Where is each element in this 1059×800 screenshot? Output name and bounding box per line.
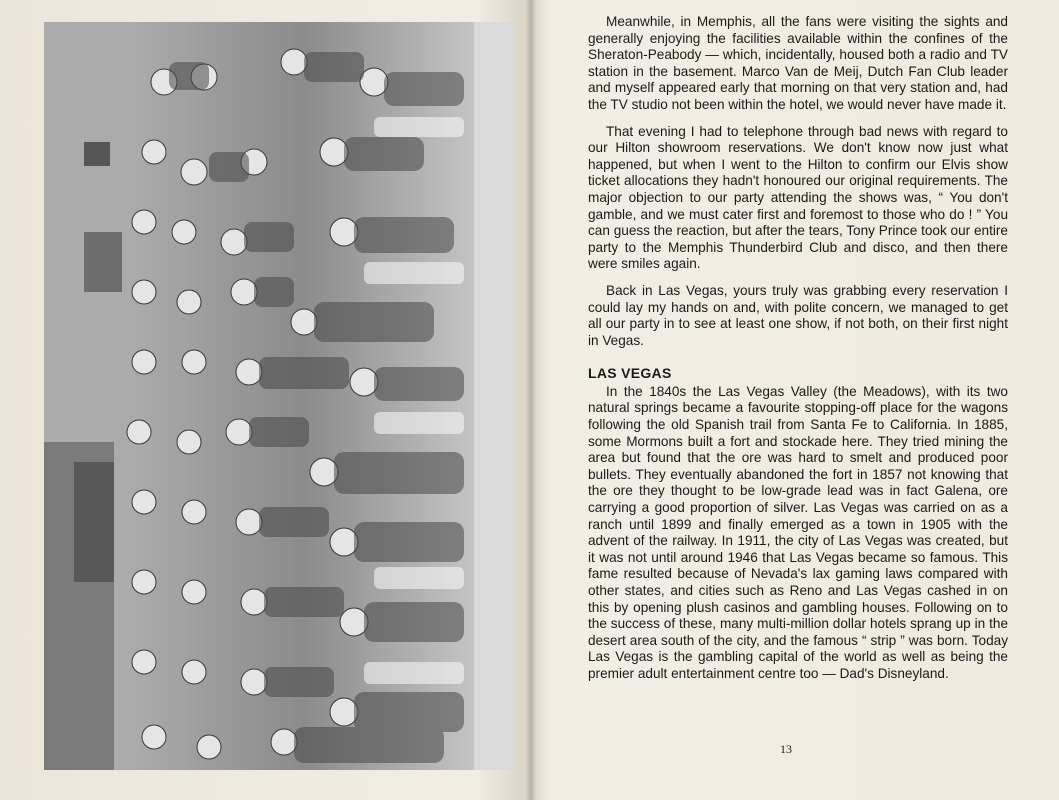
page-number: 13	[780, 742, 792, 756]
right-page	[532, 0, 1059, 800]
paragraph-1: Meanwhile, in Memphis, all the fans were visiting the sights and generally enjoying the facilities available within the confines of the Sheraton-Peabody — which, incidentally, housed both a radio and TV station in the basement. Marco Van de Meij, Dutch Fan Club leader and myself appeared early that morning on that very station and, had the TV studio not been within the hotel, we would never have made it.	[588, 14, 1008, 112]
paragraph-2: That evening I had to telephone through bad news with regard to our Hilton showroom reservations. We don't know now just what happened, but when I went to the Hilton to confirm our Elvis show ticket allocations they hadn't honoured our original requirements. The major objection to our party attending the shows was, “ You don't gamble, and we must cater first and foremost to those who do ! ” You can guess the reaction, but after the tears, Tony Prince took our entire party to the Memphis Thunderbird Club and disco, and then there were smiles again.	[588, 123, 1008, 272]
text-column	[588, 14, 1008, 693]
paragraph-las-vegas: In the 1840s the Las Vegas Valley (the Meadows), with its two natural springs became a favourite stopping-off place for the wagons following the old Spanish trail from Santa Fe to California. In 1885, some Mormons built a fort and stockade here. They tried mining the area but found that the ore was hard to smelt and produced poor bullets. They eventually abandoned the fort in 1857 not knowing that the ore they thought to be low-grade lead was in fact Galena, ore carrying a good proportion of silver. Las Vegas was carried on as a ranch until 1899 and finally emerged as a town in 1905 with the advent of the railway. In 1911, the city of Las Vegas was created, but it was not until around 1946 that Las Vegas became so famous. This fame resulted because of Nevada's lax gaming laws compared with other states, and cities such as Reno and Las Vegas cashed in on this by opening plush casinos and gambling houses. Following on to the success of these, many multi-million dollar hotels sprang up in the desert area south of the city, and the famous “ strip ” was born. Today Las Vegas is the gambling capital of the world as well as being the premier adult entertainment centre too — Dad's Disneyland.	[588, 383, 1008, 681]
section-heading: LAS VEGAS	[588, 365, 672, 382]
paragraph-3: Back in Las Vegas, yours truly was grabbing every reservation I could lay my hands on and, with polite concern, we managed to get all our party in to see at least one show, if not both, on their first night in Vegas.	[588, 282, 1008, 348]
group-photograph	[44, 22, 516, 770]
photo-illustration	[44, 22, 516, 770]
